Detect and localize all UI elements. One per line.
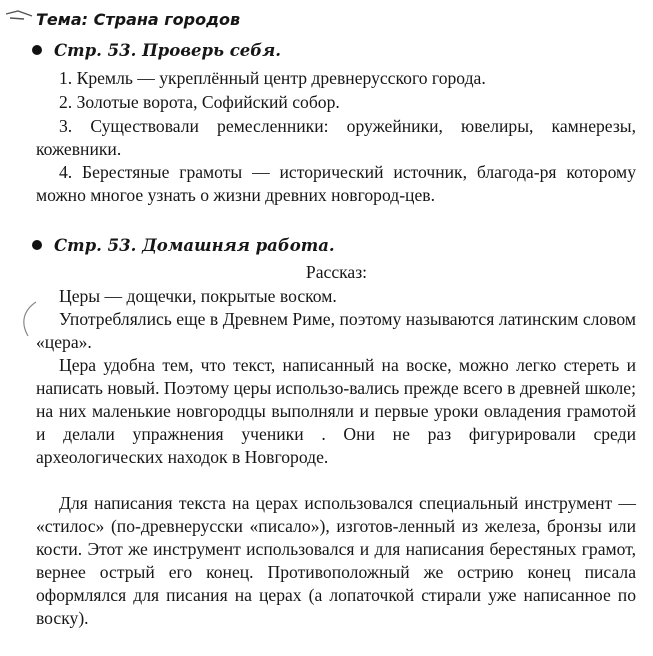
topic-title: Тема: Страна городов (36, 10, 241, 29)
story-paragraph-1: Церы — дощечки, покрытые воском. (59, 286, 337, 306)
bullet-icon (32, 240, 42, 250)
story-paragraph-4: Для написания текста на церах использовался специальный инструмент — «стилос» (по-древнерусски «писало»), изготов-ленный из железа, бронзы или кости. Этот же инструмент использовался и для написания берестяных грамот, вернее острый его конец. Противоположный же острию конец писала оформлялся для писания на церах (а лопаточкой стирали уже написанное по воску). (36, 493, 636, 629)
section-heading-check (32, 41, 281, 60)
bullet-icon (32, 45, 42, 55)
answer-item-1: 1. Кремль — укреплённый центр древнерусского города. (59, 68, 486, 88)
story-paragraph-2: Употреблялись еще в Древнем Риме, поэтому называются латинским словом «цера». (36, 309, 636, 353)
pencil-scribble-mark (4, 8, 34, 22)
answer-item-3: 3. Существовали ремесленники: оружейники, ювелиры, камнерезы, кожевники. (36, 116, 636, 160)
story-paragraph-3: Цера удобна тем, что текст, написанный на воске, можно легко стереть и написать новый. Поэтому церы использо-вались прежде всего в древней школе; на них маленькие новгородцы выполняли и первые уроки овладения грамотой и делали упражнения ученики . Они не раз фигурировали среди археологических находок в Новгороде. (36, 355, 636, 468)
answer-item-2: 2. Золотые ворота, Софийский собор. (59, 92, 340, 112)
section-heading-homework (32, 236, 335, 255)
story-title: Рассказ: (305, 262, 368, 282)
section-heading-check-text: Стр. 53. Проверь себя. (54, 41, 282, 60)
section-heading-homework-text: Стр. 53. Домашняя работа. (54, 236, 335, 255)
answer-item-4: 4. Берестяные грамоты — исторический источник, благода-ря которому можно многое узнать о жизни древних новгород-цев. (36, 162, 636, 206)
